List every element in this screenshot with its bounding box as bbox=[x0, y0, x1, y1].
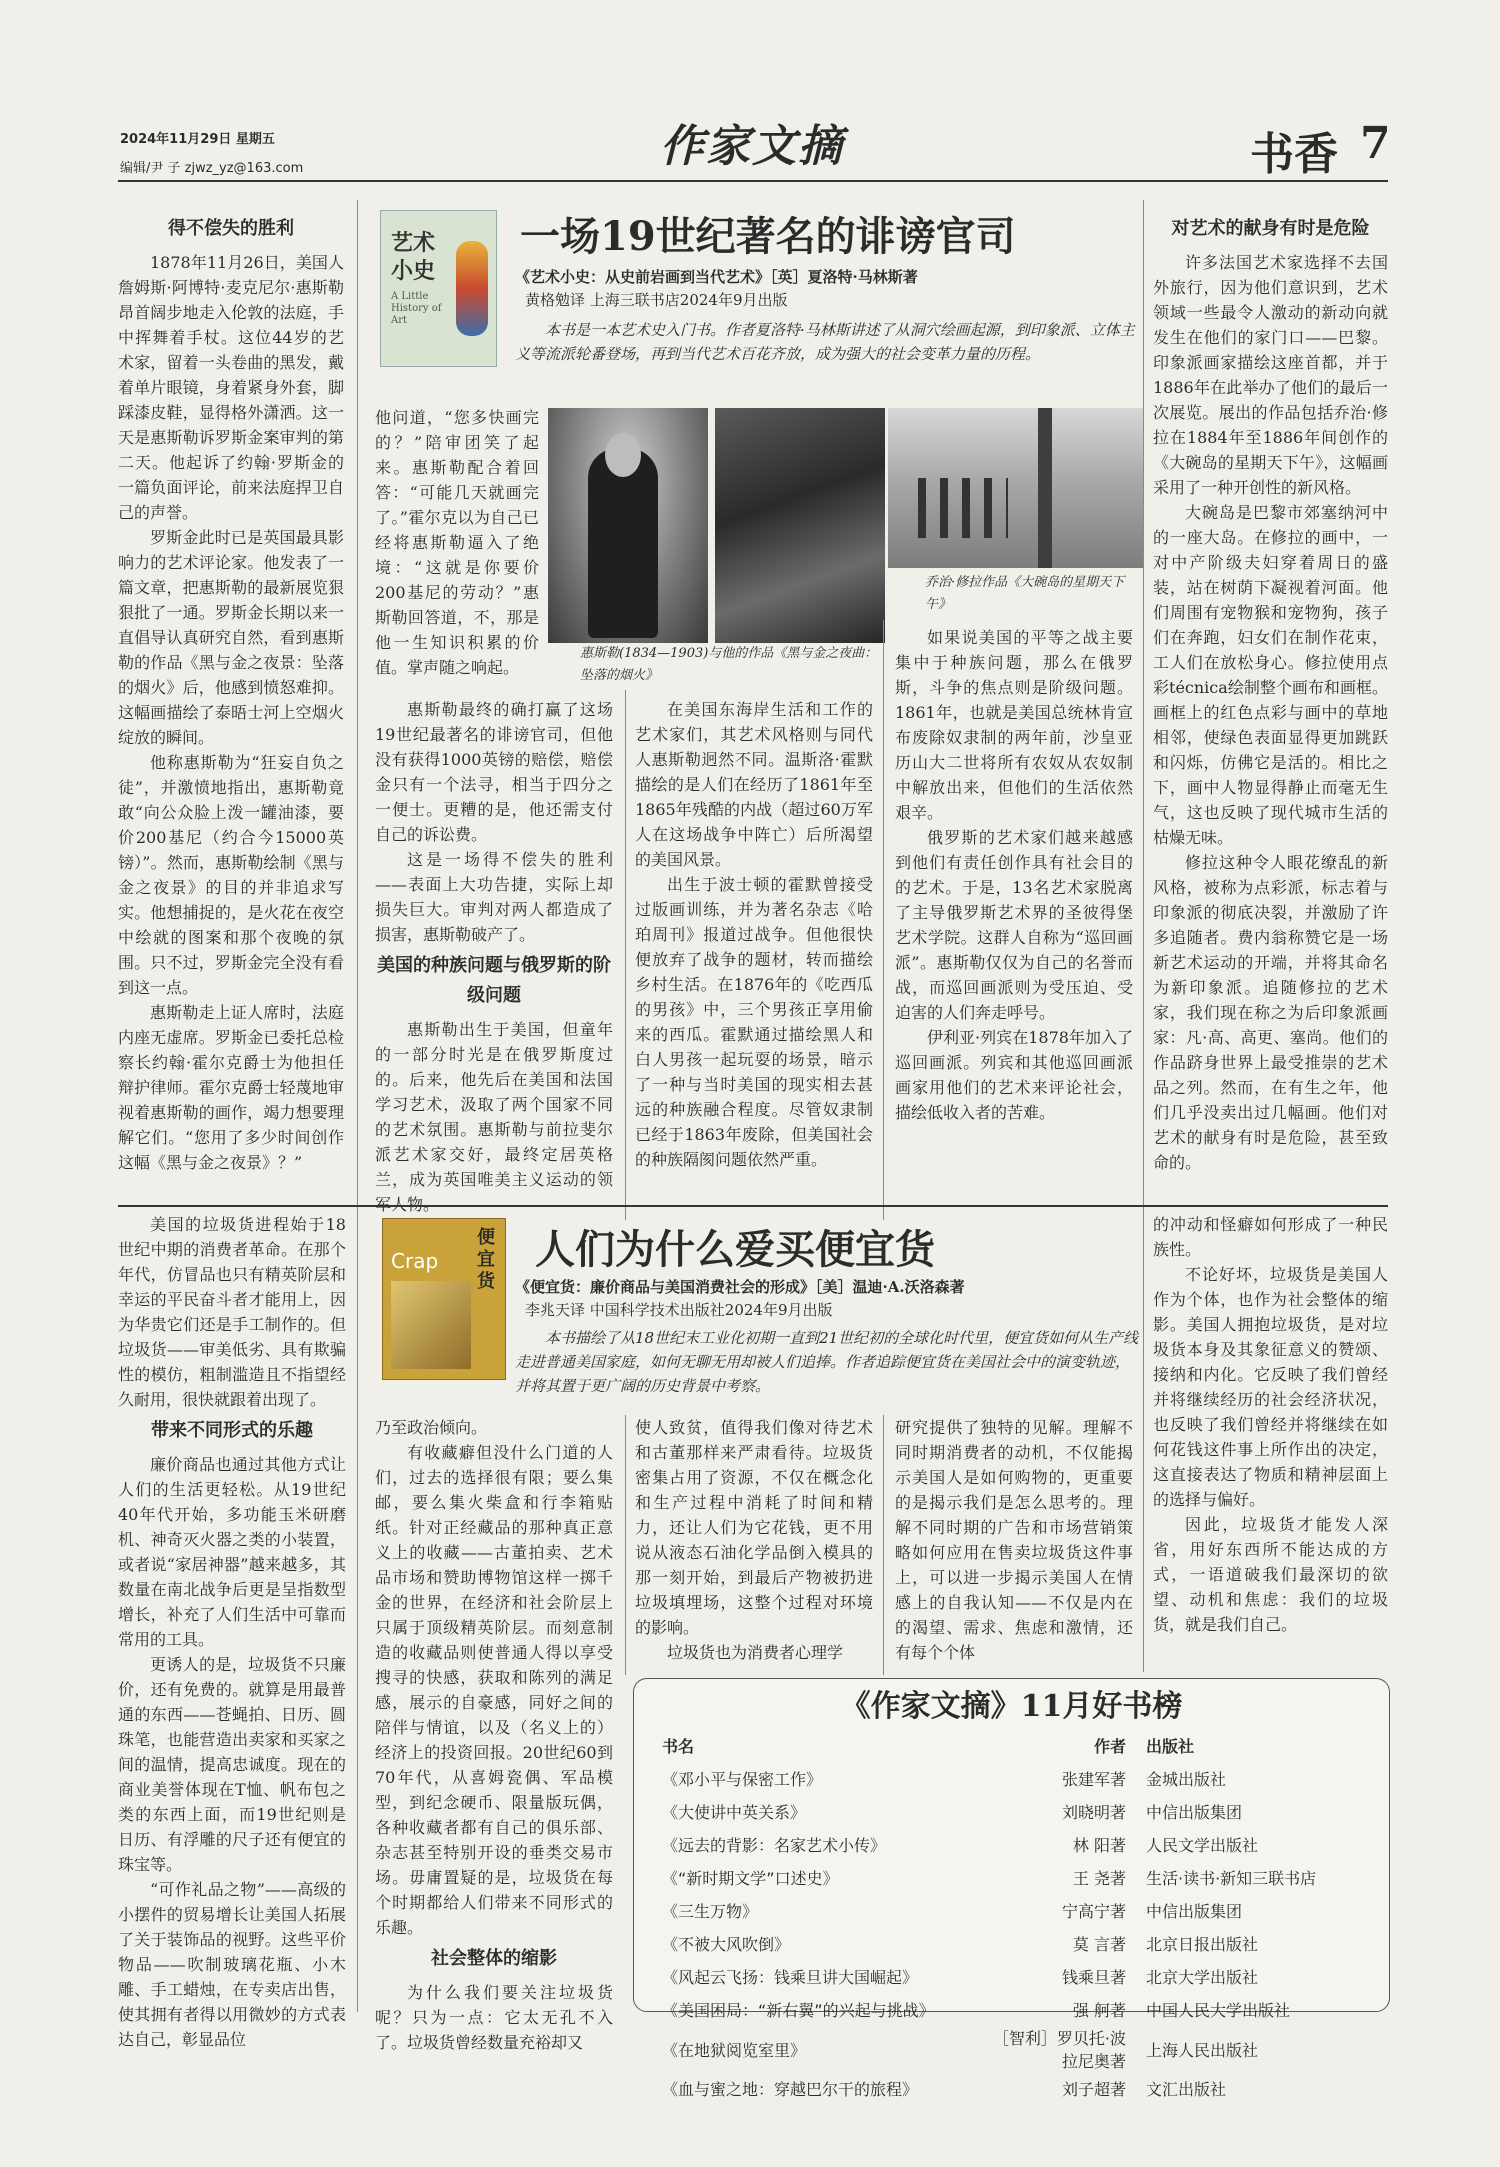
book-name: 《“新时期文学”口述史》 bbox=[662, 1869, 839, 1888]
article1-col2-lower bbox=[375, 697, 613, 1220]
booklist-title: 《作家文摘》11月好书榜 bbox=[840, 1689, 1183, 1724]
booklist-row bbox=[662, 1960, 1361, 1993]
column-divider bbox=[357, 1212, 358, 2012]
book-cover-crap bbox=[382, 1218, 506, 1380]
book-name: 《在地狱阅览室里》 bbox=[662, 2040, 807, 2060]
paragraph: 不论好坏，垃圾货是美国人作为个体，也作为社会整体的缩影。美国人拥抱垃圾货，是对垃圾货本身及其象征意义的赞颂、接纳和内化。它反映了我们曾经并将继续经历的社会经济状况，也反映了我们曾经并将继续在如何花钱这件事上所作出的决定，这直接表达了物质和精神层面上的选择与偏好。 bbox=[1153, 1265, 1388, 1509]
book-publisher: 中信出版集团 bbox=[1146, 1902, 1243, 1921]
paragraph: 的冲动和怪癖如何形成了一种民族性。 bbox=[1153, 1215, 1388, 1259]
column-divider bbox=[625, 690, 626, 1220]
column-header-author: 作者 bbox=[1093, 1737, 1126, 1756]
booklist-row bbox=[662, 1762, 1361, 1795]
paragraph: “可作礼品之物”——高级的小摆件的贸易增长让美国人拓展了关于装饰品的视野。这些平价物品——吹制玻璃花瓶、小木雕、手工蜡烛，在专卖店出售，使其拥有者得以用微妙的方式表达自己，彰显品位 bbox=[118, 1880, 346, 2049]
cover-illustration bbox=[391, 1281, 471, 1369]
book-author: 强 舸著 bbox=[1072, 2001, 1126, 2020]
book-publisher: 上海人民出版社 bbox=[1146, 2040, 1259, 2060]
paragraph: 许多法国艺术家选择不去国外旅行，因为他们意识到，艺术领域一些最令人激动的新动向就发生在他们的家门口——巴黎。印象派画家描绘这座首都，并于1886年在此举办了他们的最后一次展览。展出的作品包括乔治·修拉在1884年至1886年间创作的《大碗岛的星期天下午》，这幅画采用了一种开创性的新风格。 bbox=[1153, 253, 1388, 497]
caption-seurat: 乔治·修拉作品《大碗岛的星期天下午》 bbox=[925, 575, 1125, 612]
book-publisher: 人民文学出版社 bbox=[1146, 1836, 1259, 1855]
paragraph: 有收藏癖但没什么门道的人们，过去的选择很有限；要么集邮，要么集火柴盒和行李箱贴纸。针对正经藏品的那种真正意义上的收藏——古董拍卖、艺术品市场和赞助博物馆这样一掷千金的世界，在经济和社会阶层上只属于顶级精英阶层。而刻意制造的收藏品则使普通人得以享受搜寻的快感，获取和陈列的满足感，展示的自豪感，同好之间的陪伴与情谊，以及（名义上的）经济上的投资回报。20世纪60到70年代，从喜姆瓷偶、军品模型，到纪念硬币、限量版玩偶，各种收藏者都有自己的俱乐部、杂志甚至特别开设的垂类交易市场。毋庸置疑的是，垃圾货在每个时期都给人们带来不同形式的乐趣。 bbox=[375, 1443, 613, 1937]
article2-title: 人们为什么爱买便宜货 bbox=[535, 1226, 935, 1273]
figure-head bbox=[605, 433, 641, 477]
book-author: 刘晓明著 bbox=[1061, 1803, 1126, 1822]
article2-book-info bbox=[515, 1276, 1145, 1322]
issue-date: 2024年11月29日 星期五 bbox=[120, 132, 275, 147]
column-divider bbox=[883, 620, 884, 1220]
book-name: 《三生万物》 bbox=[662, 1902, 759, 1921]
book-name: 《不被大风吹倒》 bbox=[662, 1935, 791, 1954]
booklist-row bbox=[662, 1993, 1361, 2026]
article2-col3 bbox=[635, 1415, 873, 1670]
book-publisher: 生活·读书·新知三联书店 bbox=[1146, 1869, 1317, 1888]
book-publisher: 北京日报出版社 bbox=[1146, 1935, 1259, 1954]
translator-publisher: 黄格勉译 上海三联书店2024年9月出版 bbox=[525, 291, 788, 309]
paragraph: 研究提供了独特的见解。理解不同时期消费者的动机，不仅能揭示美国人是如何购物的，更重要的是揭示我们是怎么思考的。理解不同时期的广告和市场营销策略如何应用在售卖垃圾货这件事上，可以进一步揭示美国人在情感上的自我认知——不仅是内在的渴望、需求、焦虑和激情，还有每个个体 bbox=[895, 1418, 1133, 1662]
paragraph: 惠斯勒走上证人席时，法庭内座无虚席。罗斯金已委托总检察长约翰·霍尔克爵士为他担任辩护律师。霍尔克爵士轻蔑地审视着惠斯勒的画作，竭力想要理解它们。“您用了多少时间创作这幅《黑与金之夜景》？” bbox=[118, 1003, 344, 1172]
paragraph: 更诱人的是，垃圾货不只廉价，还有免费的。就算是用最普通的东西——苍蝇拍、日历、圆珠笔，也能营造出卖家和买家之间的温情，提高忠诚度。现在的商业美誉体现在T恤、帆布包之类的东西上面，而19世纪则是日历、有浮雕的尺子还有便宜的珠宝等。 bbox=[118, 1655, 346, 1874]
cover-subtitle: A Little History of Art bbox=[391, 291, 442, 326]
book-publisher: 文汇出版社 bbox=[1146, 2080, 1227, 2099]
paragraph: 惠斯勒出生于美国，但童年的一部分时光是在俄罗斯度过的。后来，他先后在美国和法国学习艺术，汲取了两个国家不同的艺术氛围。惠斯勒与前拉斐尔派艺术家交好，最终定居英格兰，成为英国唯美主义运动的领 bbox=[375, 1020, 613, 1189]
book-cover-art-history bbox=[380, 210, 497, 367]
booklist-row bbox=[662, 2026, 1361, 2072]
paragraph: 垃圾货也为消费者心理学 bbox=[667, 1643, 844, 1662]
booklist-row bbox=[662, 1861, 1361, 1894]
column-divider bbox=[1143, 200, 1144, 1220]
booklist-row bbox=[662, 1894, 1361, 1927]
article1-title: 一场19世纪著名的诽谤官司 bbox=[520, 213, 1016, 260]
book-author: ［智利］罗贝托·波拉尼奥著 bbox=[992, 2029, 1126, 2071]
book-name: 《远去的背影：名家艺术小传》 bbox=[662, 1836, 887, 1855]
paragraph: 罗斯金此时已是英国最具影响力的艺术评论家。他发表了一篇文章，把惠斯勒的最新展览狠狠批了一通。罗斯金长期以来一直倡导认真研究自然，看到惠斯勒的作品《黑与金之夜景：坠落的烟火》后，他感到愤怒难抑。这幅画描绘了泰晤士河上空烟火绽放的瞬间。 bbox=[118, 528, 344, 747]
article2-col1-heading: 带来不同形式的乐趣 bbox=[151, 1420, 313, 1441]
page-number: 7 bbox=[1360, 118, 1391, 169]
booklist-row bbox=[662, 1828, 1361, 1861]
book-author: 林 阳著 bbox=[1072, 1836, 1126, 1855]
paragraph: 出生于波士顿的霍默曾接受过版画训练，并为著名杂志《哈珀周刊》报道过战争。但他很快便放弃了战争的题材，转而描绘乡村生活。在1876年的《吃西瓜的男孩》中，三个男孩正享用偷来的西瓜。霍默通过描绘黑人和白人男孩一起玩耍的场景，暗示了一种与当时美国的现实相去甚远的种族融合程度。尽管奴隶制已经于1863年废除，但美国社会的种族隔阂问题依然严重。 bbox=[635, 875, 873, 1169]
paragraph: 惠斯勒最终的确打赢了这场19世纪最著名的诽谤官司，但他没有获得1000英镑的赔偿，赔偿金只有一个法寻，相当于四分之一便士。更糟的是，他还需支付自己的诉讼费。 bbox=[375, 700, 613, 844]
book-publisher: 金城出版社 bbox=[1146, 1770, 1227, 1789]
cover-title-en: Crap bbox=[391, 1249, 439, 1273]
book-author: 张建军著 bbox=[1061, 1770, 1126, 1789]
article1-col1-heading: 得不偿失的胜利 bbox=[168, 218, 294, 239]
paragraph: 他问道，“您多快画完的？”陪审团笑了起来。惠斯勒配合着回答：“可能几天就画完了。”霍尔克以为自己已经将惠斯勒逼入了绝境：“这就是你要价200基尼的劳动？”惠斯勒回答道，不，那是他一生知识积累的价值。掌声随之响起。 bbox=[375, 408, 539, 677]
section-divider bbox=[118, 1205, 1388, 1207]
paragraph: 因此，垃圾货才能发人深省，用好东西所不能达成的方式，一语道破我们最深切的欲望、动机和焦虑：我们的垃圾货，就是我们自己。 bbox=[1153, 1515, 1388, 1634]
book-title-author: 《艺术小史：从史前岩画到当代艺术》［英］夏洛特·马林斯著 bbox=[515, 268, 918, 286]
book-name: 《血与蜜之地：穿越巴尔干的旅程》 bbox=[662, 2080, 919, 2099]
paragraph: 修拉这种令人眼花缭乱的新风格，被称为点彩派，标志着与印象派的彻底决裂，并激励了许多追随者。费内翁称赞它是一场新艺术运动的开端，并将其命名为新印象派。追随修拉的艺术家，我们现在称之为后印象派画家：凡·高、高更、塞尚。他们的作品跻身世界上最受推崇的艺术品之列。然而，在有生之年，他们几乎没卖出过几幅画。他们对艺术的献身有时是危险，甚至致命的。 bbox=[1153, 853, 1388, 1172]
column-divider bbox=[357, 200, 358, 1220]
article2-col2-heading: 社会整体的缩影 bbox=[431, 1948, 557, 1969]
painting-tree bbox=[1038, 408, 1052, 568]
book-publisher: 北京大学出版社 bbox=[1146, 1968, 1259, 1987]
caption-whistler: 惠斯勒(1834—1903)与他的作品《黑与金之夜曲：坠落的烟火》 bbox=[580, 646, 878, 683]
booklist-row bbox=[662, 1927, 1361, 1960]
article1-col5 bbox=[1153, 210, 1388, 1220]
book-author: 钱乘旦著 bbox=[1061, 1968, 1126, 1987]
book-name: 《大使讲中英关系》 bbox=[662, 1803, 807, 1822]
booklist-header-row bbox=[662, 1729, 1361, 1762]
nocturne-painting bbox=[715, 408, 885, 643]
paragraph: 廉价商品也通过其他方式让人们的生活更轻松。从19世纪40年代开始，多功能玉米研磨机、神奇灭火器之类的小装置，或者说“家居神器”越来越多，其数量在南北战争后更是呈指数型增长，补充了人们生活中可靠而常用的工具。 bbox=[118, 1455, 346, 1649]
booklist-box bbox=[633, 1678, 1390, 2099]
book-name: 《美国困局：“新右翼”的兴起与挑战》 bbox=[662, 2001, 935, 2020]
book-name: 《风起云飞扬：钱乘旦讲大国崛起》 bbox=[662, 1968, 919, 1987]
whistler-portrait-photo bbox=[548, 408, 708, 643]
book-title-author: 《便宜货：廉价商品与美国消费社会的形成》［美］温迪·A.沃洛森著 bbox=[515, 1278, 965, 1296]
book-name: 《邓小平与保密工作》 bbox=[662, 1770, 823, 1789]
article1-col4 bbox=[895, 625, 1133, 1220]
paragraph: 他称惠斯勒为“狂妄自负之徒”，并激愤地指出，惠斯勒竟敢“向公众脸上泼一罐油漆，要价200基尼（约合今15000英镑）”。然而，惠斯勒绘制《黑与金之夜景》的目的并非追求写实。他想捕捉的，是火花在夜空中绘就的图案和那个夜晚的氛围。只不过，罗斯金完全没有看到这一点。 bbox=[118, 753, 344, 997]
booklist-table bbox=[662, 1729, 1361, 2105]
article2-col5 bbox=[1153, 1212, 1388, 1672]
article2-col2 bbox=[375, 1415, 613, 2052]
article1-col1 bbox=[118, 210, 344, 1218]
booklist-row bbox=[662, 2072, 1361, 2105]
cover-title: 便宜货 bbox=[477, 1227, 495, 1292]
article1-intro: 本书是一本艺术史入门书。作者夏洛特·马林斯讲述了从洞穴绘画起源，到印象派、立体主义等流派轮番登场，再到当代艺术百花齐放，成为强大的社会变革力量的历程。 bbox=[515, 321, 1135, 363]
cover-decoration bbox=[456, 241, 488, 336]
paragraph: 俄罗斯的艺术家们越来越感到他们有责任创作具有社会目的的艺术。于是，13名艺术家脱离了主导俄罗斯艺术界的圣彼得堡艺术学院。这群人自称为“巡回画派”。惠斯勒仅仅为自己的名誉而战，而巡回画派则为受压迫、受迫害的人们奔走呼号。 bbox=[895, 828, 1133, 1022]
paragraph: 使人致贫，值得我们像对待艺术和古董那样来严肃看待。垃圾货密集占用了资源，不仅在概念化和生产过程中消耗了时间和精力，还让人们为它花钱，更不用说从液态石油化学品倒入模具的那一刻开始，到最后产物被扔进垃圾填埋场，这整个过程对环境的影响。 bbox=[635, 1418, 873, 1637]
paragraph: 乃至政治倾向。 bbox=[375, 1418, 488, 1437]
column-divider bbox=[625, 1415, 626, 1675]
header-rule bbox=[118, 180, 1388, 182]
article2-col1 bbox=[118, 1212, 346, 2049]
book-author: 王 尧著 bbox=[1072, 1869, 1126, 1888]
article1-col3 bbox=[635, 697, 873, 1220]
section-name: 书香 bbox=[1250, 129, 1338, 180]
column-header-name: 书名 bbox=[662, 1737, 695, 1756]
paragraph: 为什么我们要关注垃圾货呢？只为一点：它太无孔不入了。垃圾货曾经数量充裕却又 bbox=[375, 1983, 613, 2052]
masthead: 作家文摘 bbox=[660, 121, 844, 172]
paragraph: 美国的垃圾货进程始于18世纪中期的消费者革命。在那个年代，仿冒品也只有精英阶层和幸运的平民奋斗者才能用上，因为华贵它们还是手工制作的。但垃圾货——审美低劣、具有欺骗性的模仿，粗制滥造且不指望经久耐用，很快就跟着出现了。 bbox=[118, 1215, 346, 1409]
article2-intro: 本书描绘了从18世纪末工业化初期一直到21世纪初的全球化时代里，便宜货如何从生产线走进普通美国家庭，如何无聊无用却被人们追捧。作者追踪便宜货在美国社会中的演变轨迹，并将其置于更广阔的历史背景中考察。 bbox=[515, 1329, 1139, 1395]
book-author: 宁高宁著 bbox=[1061, 1902, 1126, 1921]
cover-title: 艺术小史 bbox=[391, 230, 436, 284]
paragraph: 1878年11月26日，美国人詹姆斯·阿博特·麦克尼尔·惠斯勒昂首阔步地走入伦敦的法庭，手中挥舞着手杖。这位44岁的艺术家，留着一头卷曲的黑发，戴着单片眼镜，身着紧身外套，脚踩漆皮鞋，显得格外潇洒。这一天是惠斯勒诉罗斯金案审判的第二天。他起诉了约翰·罗斯金的一篇负面评论，前来法庭捍卫自己的声誉。 bbox=[118, 253, 344, 522]
paragraph: 这是一场得不偿失的胜利——表面上大功告捷，实际上却损失巨大。审判对两人都造成了损害，惠斯勒破产了。 bbox=[375, 850, 613, 944]
article1-col2 bbox=[375, 405, 539, 677]
column-divider bbox=[1143, 1212, 1144, 1672]
book-publisher: 中信出版集团 bbox=[1146, 1803, 1243, 1822]
painting-figures bbox=[918, 478, 1008, 538]
article2-col4 bbox=[895, 1415, 1133, 1670]
paragraph: 在美国东海岸生活和工作的艺术家们，其艺术风格则与同代人惠斯勒迥然不同。温斯洛·霍默描绘的是人们在经历了1861年至1865年残酷的内战（超过60万军人在这场战争中阵亡）后所渴望的美国风景。 bbox=[635, 700, 873, 869]
book-author: 刘子超著 bbox=[1061, 2080, 1126, 2099]
article1-col5-heading: 对艺术的献身有时是危险 bbox=[1171, 218, 1370, 239]
paragraph: 伊利亚·列宾在1878年加入了巡回画派。列宾和其他巡回画派画家用他们的艺术来评论社会，描绘低收入者的苦难。 bbox=[895, 1028, 1133, 1122]
book-publisher: 中国人民大学出版社 bbox=[1146, 2001, 1291, 2020]
column-divider bbox=[883, 1415, 884, 1675]
editor-line: 编辑/尹 子 zjwz_yz@163.com bbox=[120, 161, 304, 176]
article1-col2-heading: 美国的种族问题与俄罗斯的阶级问题 bbox=[377, 955, 611, 1006]
paragraph: 大碗岛是巴黎市郊塞纳河中的一座大岛。在修拉的画中，一对中产阶级夫妇穿着周日的盛装，站在树荫下凝视着河面。他们周围有宠物猴和宠物狗，孩子们在奔跑，妇女们在制作花束，工人们在放松身心。修拉使用点彩técnica绘制整个画布和画框。画框上的红色点彩与画中的草地相邻，使绿色表面显得更加跳跃和闪烁，仿佛它是活的。相比之下，画中人物显得静止而毫无生气，这也反映了现代城市生活的枯燥无味。 bbox=[1153, 503, 1388, 847]
booklist-row bbox=[662, 1795, 1361, 1828]
book-author: 莫 言著 bbox=[1072, 1935, 1126, 1954]
paragraph: 如果说美国的平等之战主要集中于种族问题，那么在俄罗斯，斗争的焦点则是阶级问题。1861年，也就是美国总统林肯宣布废除奴隶制的两年前，沙皇亚历山大二世将所有农奴从农奴制中解放出来，但他们的生活依然艰辛。 bbox=[895, 628, 1133, 822]
grande-jatte-painting bbox=[888, 408, 1143, 568]
column-header-publisher: 出版社 bbox=[1146, 1737, 1195, 1756]
translator-publisher: 李兆天译 中国科学技术出版社2024年9月出版 bbox=[525, 1301, 833, 1319]
